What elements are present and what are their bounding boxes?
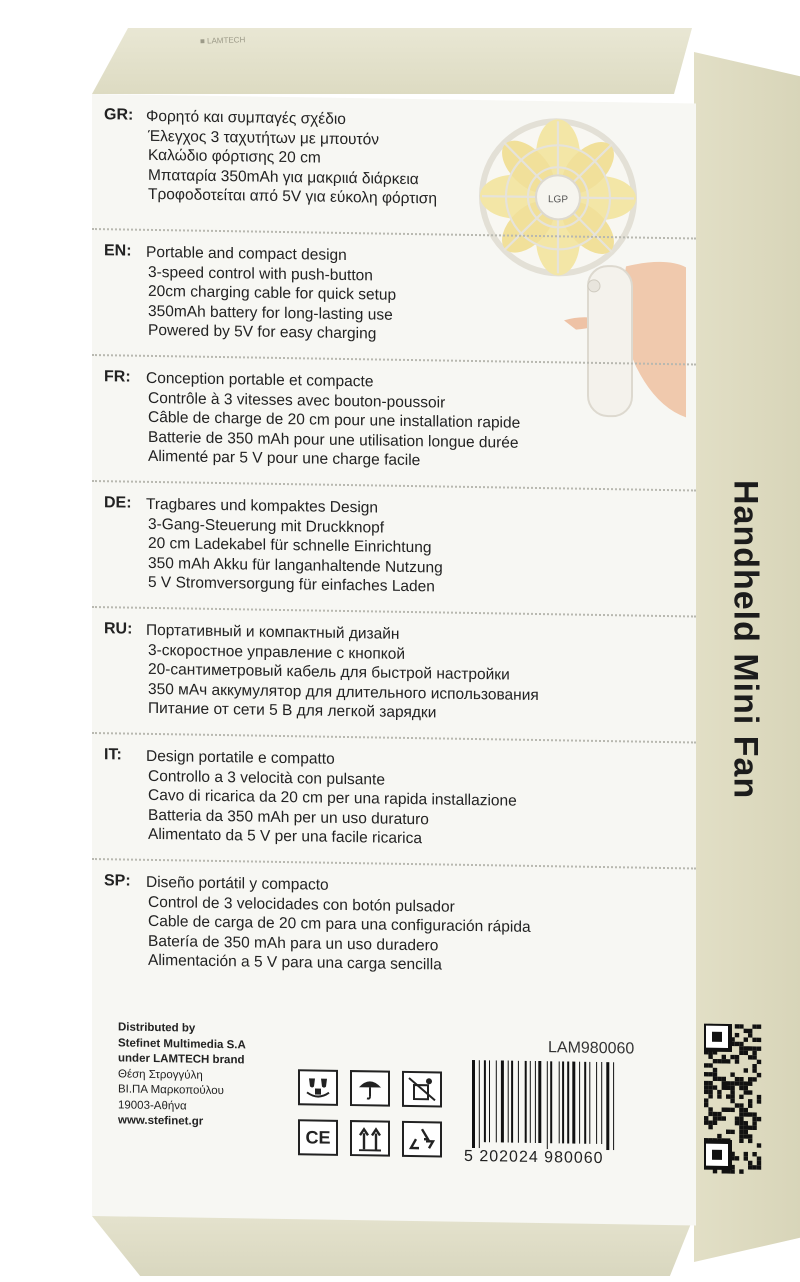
feature-line: Портативный и компактный дизайн [146, 621, 400, 643]
distributor-info [118, 1020, 246, 1131]
distributor-line: www.stefinet.gr [118, 1114, 204, 1128]
fan-logo: LGP [548, 194, 569, 206]
recycle-icon [402, 1121, 442, 1158]
side-product-title: Handheld Mini Fan [726, 480, 765, 800]
lang-block-ru [92, 620, 572, 722]
barcode-number: 5 202024 980060 [464, 1147, 604, 1168]
feature-line: Alimentación a 5 V para una carga sencilla [148, 951, 442, 974]
feature-line: 3-Gang-Steuerung mit Druckknopf [148, 515, 385, 537]
section-divider [92, 732, 696, 743]
feature-line: Питание от сети 5 В для легкой зарядки [148, 699, 437, 722]
distributor-line: under LAMTECH brand [118, 1052, 245, 1067]
distributor-line: ΒΙ.ΠΑ Μαρκοπούλου [118, 1083, 224, 1098]
lang-block-it [92, 746, 572, 848]
feature-line: 3-скоростное управление с кнопкой [148, 641, 406, 663]
this-way-up-icon [350, 1120, 390, 1157]
feature-line: Batteria da 350 mAh per un uso duraturo [148, 806, 429, 828]
feature-line: 350 mAh Akku für langanhaltende Nutzung [148, 554, 443, 577]
feature-line: Contrôle à 3 vitesses avec bouton-poussoir [148, 389, 446, 412]
feature-line: Tragbares und kompaktes Design [146, 495, 379, 517]
feature-line: Powered by 5V for easy charging [148, 321, 377, 343]
feature-line: 3-speed control with push-button [148, 263, 373, 284]
feature-line: 20cm charging cable for quick setup [148, 282, 397, 304]
feature-line: Design portatile e compatto [146, 747, 335, 768]
no-litter-icon [402, 1071, 442, 1108]
feature-line: Câble de charge de 20 cm pour une installation rapide [148, 408, 521, 432]
distributor-line: Stefinet Multimedia S.A [118, 1036, 246, 1051]
fan-button [588, 280, 600, 292]
section-divider [92, 858, 696, 869]
lang-block-sp [92, 872, 572, 974]
lang-code: EN: [104, 242, 132, 260]
feature-line: Alimenté par 5 V pour une charge facile [148, 447, 421, 470]
box-bottom-flap [92, 1216, 694, 1276]
ce-mark-label: CE [305, 1126, 331, 1148]
handling-symbols [298, 1069, 458, 1168]
feature-line: Cavo di ricarica da 20 cm per una rapida installazione [148, 786, 517, 810]
feature-line: Diseño portátil y compacto [146, 873, 329, 894]
lang-code: RU: [104, 620, 133, 638]
feature-line: Καλώδιο φόρτισης 20 cm [148, 146, 321, 167]
lang-code: IT: [104, 746, 122, 764]
feature-line: Batterie de 350 mAh pour une utilisation longue durée [148, 428, 519, 452]
feature-line: Portable and compact design [146, 243, 347, 265]
barcode [470, 1060, 652, 1151]
feature-line: 5 V Stromversorgung für einfaches Laden [148, 573, 435, 596]
section-divider [92, 606, 696, 617]
box-top-flap [92, 28, 692, 94]
feature-line: Batería de 350 mAh para un uso duradero [148, 932, 439, 954]
feature-line: Cable de carga de 20 cm para una configuración rápida [148, 912, 531, 936]
ce-mark-icon [298, 1119, 338, 1156]
sku-code: LAM980060 [548, 1039, 635, 1058]
feature-line: 20 cm Ladekabel für schnelle Einrichtung [148, 534, 432, 557]
top-flap-text: ■ LAMTECH [199, 35, 246, 46]
feature-line: Control de 3 velocidades con botón pulsador [148, 893, 455, 916]
distributor-line: 19003-Αθήνα [118, 1098, 187, 1112]
lang-block-de [92, 494, 572, 596]
section-divider [92, 480, 696, 491]
keep-dry-icon [350, 1070, 390, 1107]
feature-line: 20-сантиметровый кабель для быстрой настройки [148, 660, 510, 684]
qr-code [704, 1024, 762, 1175]
feature-line: Controllo a 3 velocità con pulsante [148, 767, 385, 789]
lang-code: FR: [104, 368, 131, 386]
fragile-icon [298, 1069, 338, 1106]
feature-line: Alimentato da 5 V per una facile ricarica [148, 825, 422, 848]
distributor-line: Distributed by [118, 1021, 196, 1035]
feature-line: Τροφοδοτείται από 5V για εύκολη φόρτιση [148, 185, 437, 208]
lang-code: DE: [104, 494, 132, 512]
lang-code: SP: [104, 872, 131, 890]
feature-line: Conception portable et compacte [146, 369, 374, 391]
lang-code: GR: [104, 106, 134, 124]
feature-line: Μπαταρία 350mAh για μακριιά διάρκεια [148, 166, 419, 188]
feature-line: 350 мАч аккумулятор для длительного использования [148, 680, 539, 704]
feature-line: Έλεγχος 3 ταχυτήτων με μπουτόν [148, 127, 380, 149]
feature-line: Φορητό και συμπαγές σχέδιο [146, 107, 346, 128]
feature-line: 350mAh battery for long-lasting use [148, 302, 393, 324]
box-back-face [92, 94, 696, 1225]
distributor-line: Θέση Στρογγύλη [118, 1067, 203, 1082]
